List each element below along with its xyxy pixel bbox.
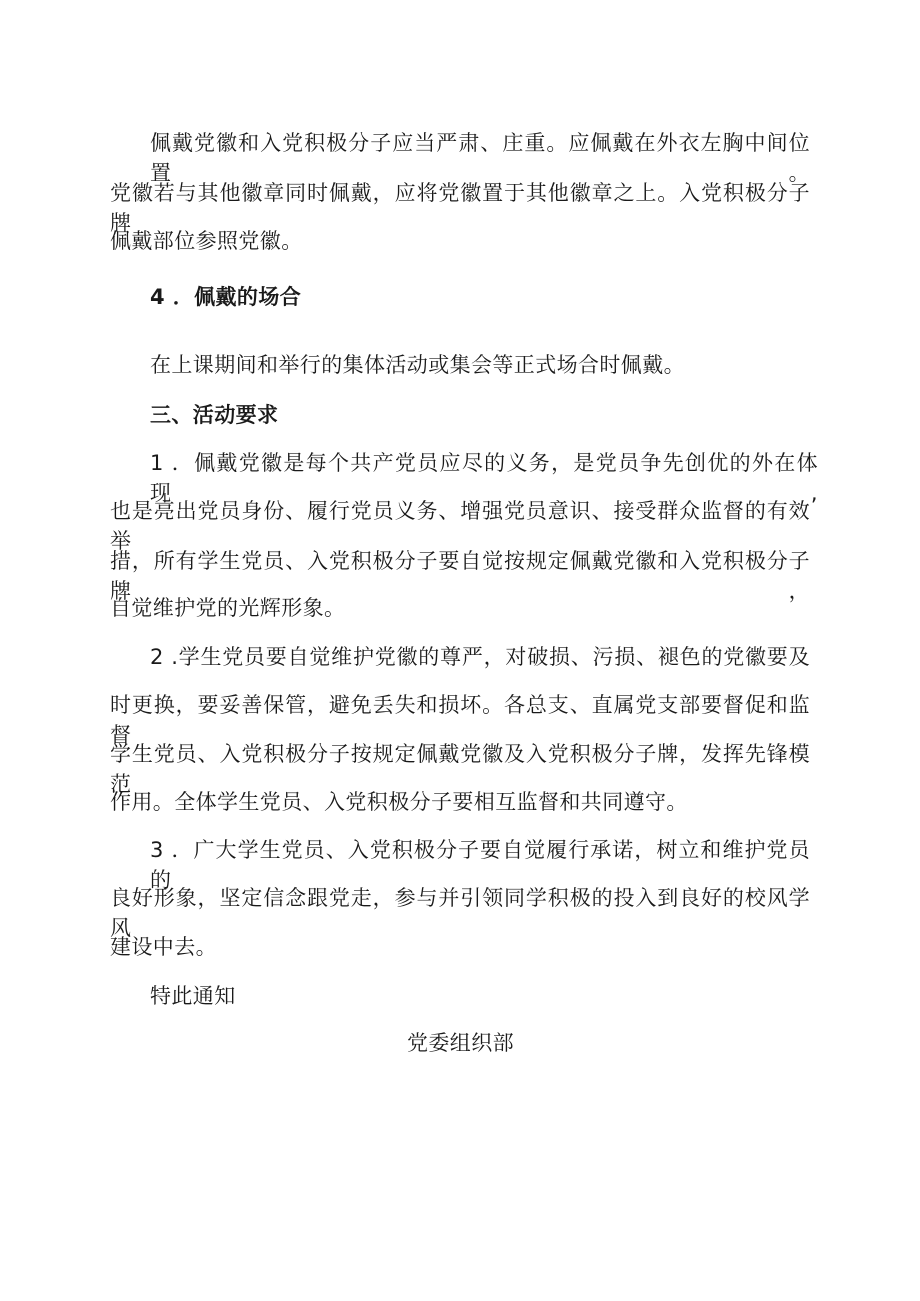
list-item-line: 作用。全体学生党员、入党积极分子要相互监督和共同遵守。 <box>110 790 688 814</box>
closing-text: 特此通知 <box>150 984 236 1008</box>
list-item-line: 时更换，要妥善保管，避免丢失和损坏。各总支、直属党支部要督促和监督 <box>110 693 810 747</box>
paragraph-line: 佩戴部位参照党徽。 <box>110 229 303 253</box>
paragraph-line: 佩戴党徽和入党积极分子应当严肃、庄重。应佩戴在外衣左胸中间位置。 <box>150 131 810 185</box>
list-item-line: 3 ．广大学生党员、入党积极分子要自觉履行承诺，树立和维护党员的 <box>150 838 810 892</box>
list-item-line: 良好形象，坚定信念跟党走，参与并引领同学积极的投入到良好的校风学风 <box>110 886 810 940</box>
list-item-line: 措，所有学生党员、入党积极分子要自觉按规定佩戴党徽和入党积极分子牌， <box>110 549 810 603</box>
list-item-line: 2 .学生党员要自觉维护党徽的尊严，对破损、污损、褪色的党徽要及 <box>150 645 810 669</box>
list-item-line: 也是亮出党员身份、履行党员义务、增强党员意识、接受群众监督的有效举 <box>110 499 810 553</box>
paragraph-line: 党徽若与其他徽章同时佩戴，应将党徽置于其他徽章之上。入党积极分子牌 <box>110 181 810 235</box>
list-item-line: 建设中去。 <box>110 935 217 959</box>
paragraph-line: 在上课期间和举行的集体活动或集会等正式场合时佩戴。 <box>150 353 685 377</box>
signature: 党委组织部 <box>407 1031 514 1055</box>
section-heading: 4 ．佩戴的场合 <box>150 285 302 309</box>
list-item-line: 学生党员、入党积极分子按规定佩戴党徽及入党积极分子牌，发挥先锋模范 <box>110 742 810 796</box>
list-item-line: 1 ．佩戴党徽是每个共产党员应尽的义务，是党员争先创优的外在体现, <box>150 451 818 505</box>
section-heading: 三、活动要求 <box>150 403 279 427</box>
list-item-line: 自觉维护党的光辉形象。 <box>110 596 346 620</box>
